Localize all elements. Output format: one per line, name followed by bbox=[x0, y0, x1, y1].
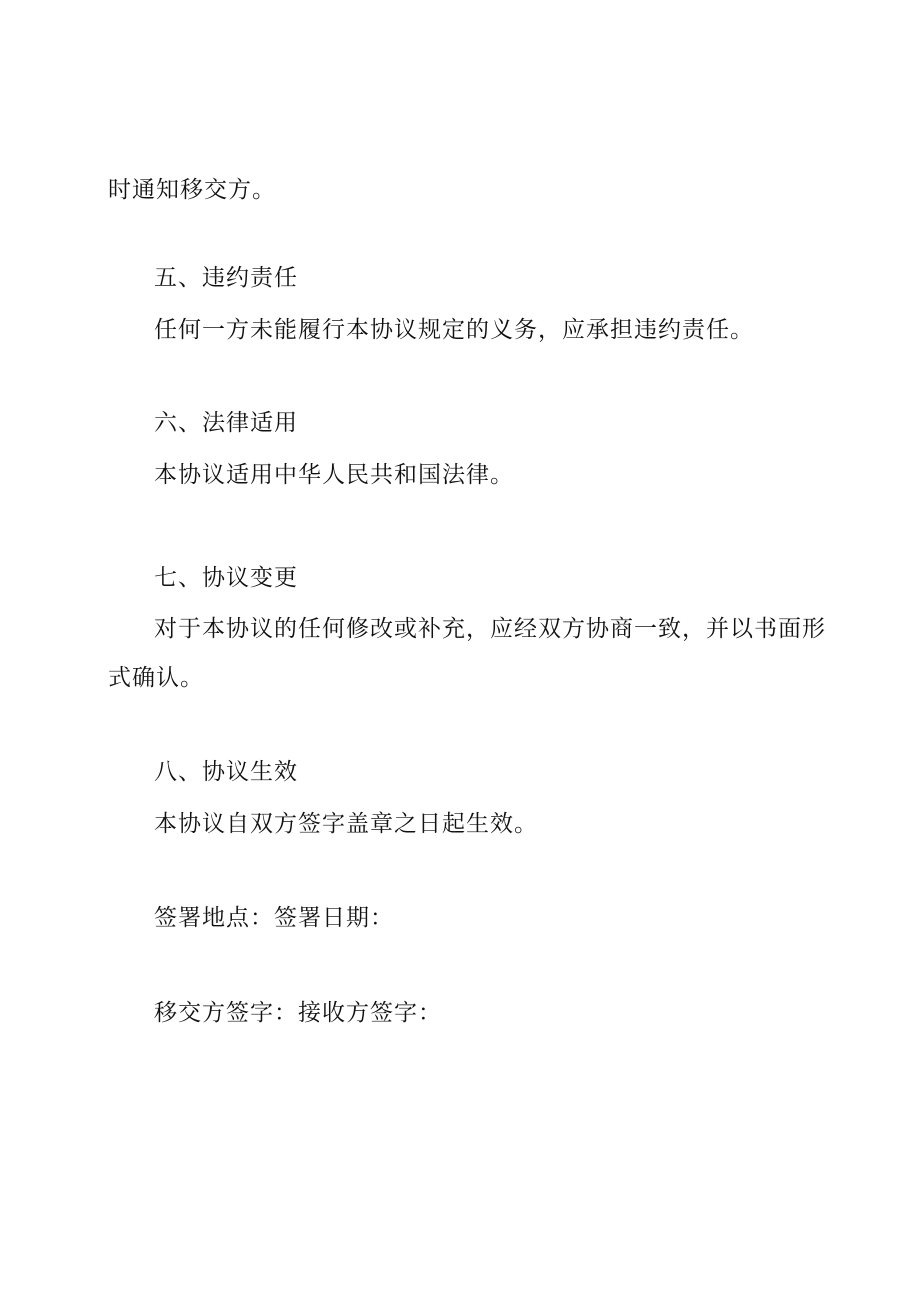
section-body-amendment-line2: 式确认。 bbox=[108, 665, 204, 691]
signing-place-date: 签署地点：签署日期： bbox=[154, 905, 394, 931]
section-body-breach: 任何一方未能履行本协议规定的义务，应承担违约责任。 bbox=[154, 317, 754, 343]
section-heading-amendment: 七、协议变更 bbox=[154, 565, 298, 591]
signatures-line: 移交方签字：接收方签字： bbox=[154, 1000, 442, 1026]
section-heading-effect: 八、协议生效 bbox=[154, 759, 298, 785]
section-heading-breach: 五、违约责任 bbox=[154, 265, 298, 291]
section-body-amendment-line1: 对于本协议的任何修改或补充，应经双方协商一致，并以书面形 bbox=[154, 616, 826, 642]
section-heading-law: 六、法律适用 bbox=[154, 410, 298, 436]
continuation-text: 时通知移交方。 bbox=[108, 177, 276, 203]
section-body-effect: 本协议自双方签字盖章之日起生效。 bbox=[154, 811, 538, 837]
section-body-law: 本协议适用中华人民共和国法律。 bbox=[154, 462, 514, 488]
